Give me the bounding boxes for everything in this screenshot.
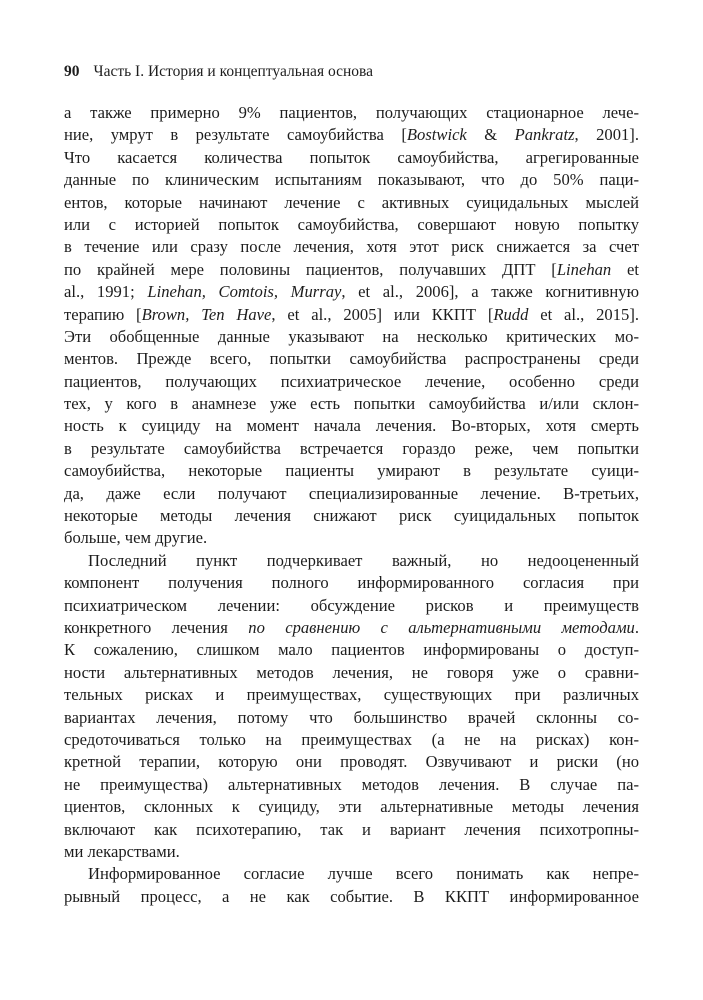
- text-line: некоторые методы лечения снижают риск суицидальных попыток: [64, 506, 639, 526]
- text-line: Эти обобщенные данные указывают на несколько критических мо-: [64, 326, 639, 346]
- text-line: ние, умрут в результате самоубийства [Bostwick & Pankratz, 2001].: [64, 125, 639, 145]
- text-line: ентов, которые начинают лечение с активных суицидальных мыслей: [64, 192, 639, 212]
- text-line: да, даже если получают специализированные лечение. В-третьих,: [64, 483, 639, 503]
- page-number: 90: [64, 63, 80, 80]
- running-head: [64, 62, 373, 82]
- text-line: включают как психотерапию, так и вариант лечения психотропны-: [64, 819, 639, 839]
- body-text: [64, 102, 639, 908]
- italic-text: Rudd: [493, 304, 529, 324]
- text-line: ми лекарствами.: [64, 841, 180, 861]
- italic-text: Pankratz: [514, 125, 575, 145]
- text-line: не преимущества) альтернативных методов лечения. В случае па-: [64, 774, 639, 794]
- text-line: рывный процесс, а не как событие. В ККПТ информированное: [64, 886, 639, 906]
- text-line: компонент получения полного информированного согласия при: [64, 573, 639, 593]
- text-line: Последний пункт подчеркивает важный, но недооцененный: [88, 550, 639, 570]
- text-line: психиатрическом лечении: обсуждение рисков и преимуществ: [64, 595, 639, 615]
- text-line: тех, у кого в анамнезе уже есть попытки самоубийства и/или склон-: [64, 394, 639, 414]
- text-line: или с историей попыток самоубийства, совершают новую попытку: [64, 214, 639, 234]
- text-line: циентов, склонных к суициду, эти альтернативные методы лечения: [64, 797, 639, 817]
- text-line: вариантах лечения, потому что большинство врачей склонны со-: [64, 707, 639, 727]
- running-title: Часть I. История и концептуальная основа: [93, 63, 373, 80]
- text-line: в результате самоубийства встречается гораздо реже, чем попытки: [64, 438, 639, 458]
- text-line: данные по клиническим испытаниям показывают, что до 50% паци-: [64, 170, 639, 190]
- text-line: Информированное согласие лучше всего понимать как непре-: [88, 864, 639, 884]
- text-line: средоточиваться только на преимуществах (а не на рисках) кон-: [64, 729, 639, 749]
- text-line: ности альтернативных методов лечения, не говоря уже о сравни-: [64, 662, 639, 682]
- text-line: Что касается количества попыток самоубийства, агрегированные: [64, 147, 639, 167]
- italic-text: Linehan: [556, 259, 612, 279]
- text-line: а также примерно 9% пациентов, получающих стационарное лече-: [64, 103, 639, 122]
- text-line: самоубийства, некоторые пациенты умирают в результате суици-: [64, 461, 639, 481]
- text-line: терапию [Brown, Ten Have, et al., 2005] или ККПТ [Rudd et al., 2015].: [64, 304, 639, 324]
- text-line: тельных рисках и преимуществах, существующих при различных: [64, 685, 639, 705]
- text-line: al., 1991; Linehan, Comtois, Murray, et al., 2006], а также когнитивную: [64, 282, 639, 302]
- text-line: конкретного лечения по сравнению с альтернативными методами.: [64, 617, 639, 637]
- text-line: ментов. Прежде всего, попытки самоубийства распространены среди: [64, 349, 639, 369]
- italic-text: Linehan, Comtois, Murray: [147, 282, 342, 302]
- text-line: в течение или сразу после лечения, хотя этот риск снижается за счет: [64, 237, 639, 257]
- italic-text: Brown, Ten Have: [141, 304, 272, 324]
- text-line: К сожалению, слишком мало пациентов информированы о доступ-: [64, 640, 639, 660]
- text-line: ность к суициду на момент начала лечения. Во-вторых, хотя смерть: [64, 416, 639, 436]
- italic-text: по сравнению с альтернативными методами: [248, 617, 635, 637]
- italic-text: Bostwick: [406, 125, 467, 145]
- text-line: кретной терапии, которую они проводят. Озвучивают и риски (но: [64, 752, 639, 772]
- text-line: пациентов, получающих психиатрическое лечение, особенно среди: [64, 371, 639, 391]
- text-line: по крайней мере половины пациентов, получавших ДПТ [Linehan et: [64, 259, 640, 279]
- text-line: больше, чем другие.: [64, 528, 208, 548]
